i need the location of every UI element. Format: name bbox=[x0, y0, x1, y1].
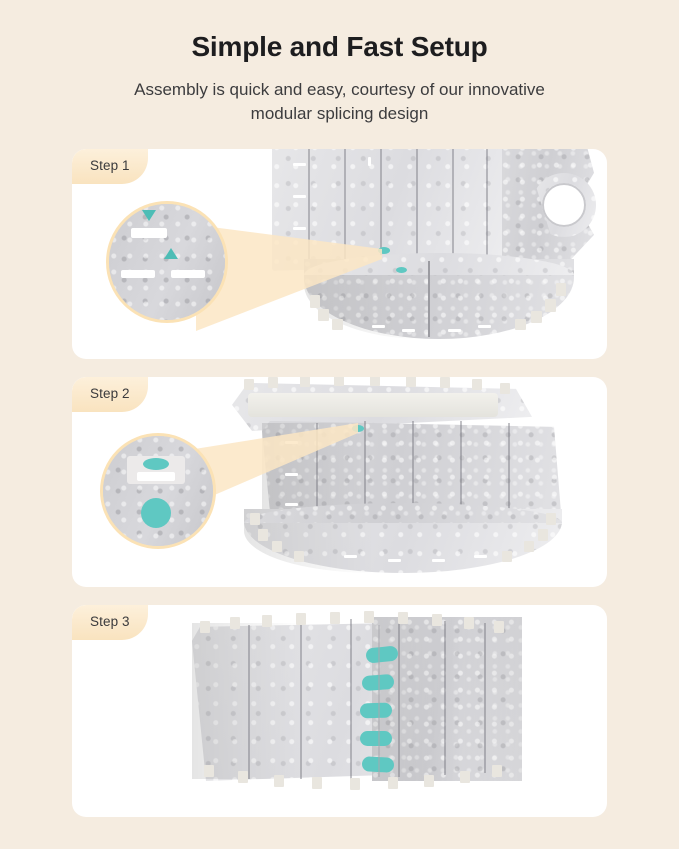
step-1-illustration bbox=[72, 149, 607, 359]
zoom-callout-1 bbox=[106, 201, 228, 323]
page-subtitle: Assembly is quick and easy, courtesy of our innovative modular splicing design bbox=[134, 79, 545, 124]
step-badge-2: Step 2 bbox=[72, 377, 148, 412]
step-card-3 bbox=[72, 605, 607, 817]
step-badge-3: Step 3 bbox=[72, 605, 148, 640]
step-badge-1: Step 1 bbox=[72, 149, 148, 184]
teal-clip bbox=[360, 702, 393, 718]
step-card-2 bbox=[72, 377, 607, 587]
steps-list bbox=[0, 149, 679, 817]
step-3-illustration bbox=[72, 605, 607, 817]
teal-clip bbox=[360, 731, 392, 746]
step-2-illustration bbox=[72, 377, 607, 587]
step-card-1 bbox=[72, 149, 607, 359]
zoom-callout-2 bbox=[100, 433, 216, 549]
page-header bbox=[0, 0, 679, 127]
page-title: Simple and Fast Setup bbox=[191, 31, 488, 62]
